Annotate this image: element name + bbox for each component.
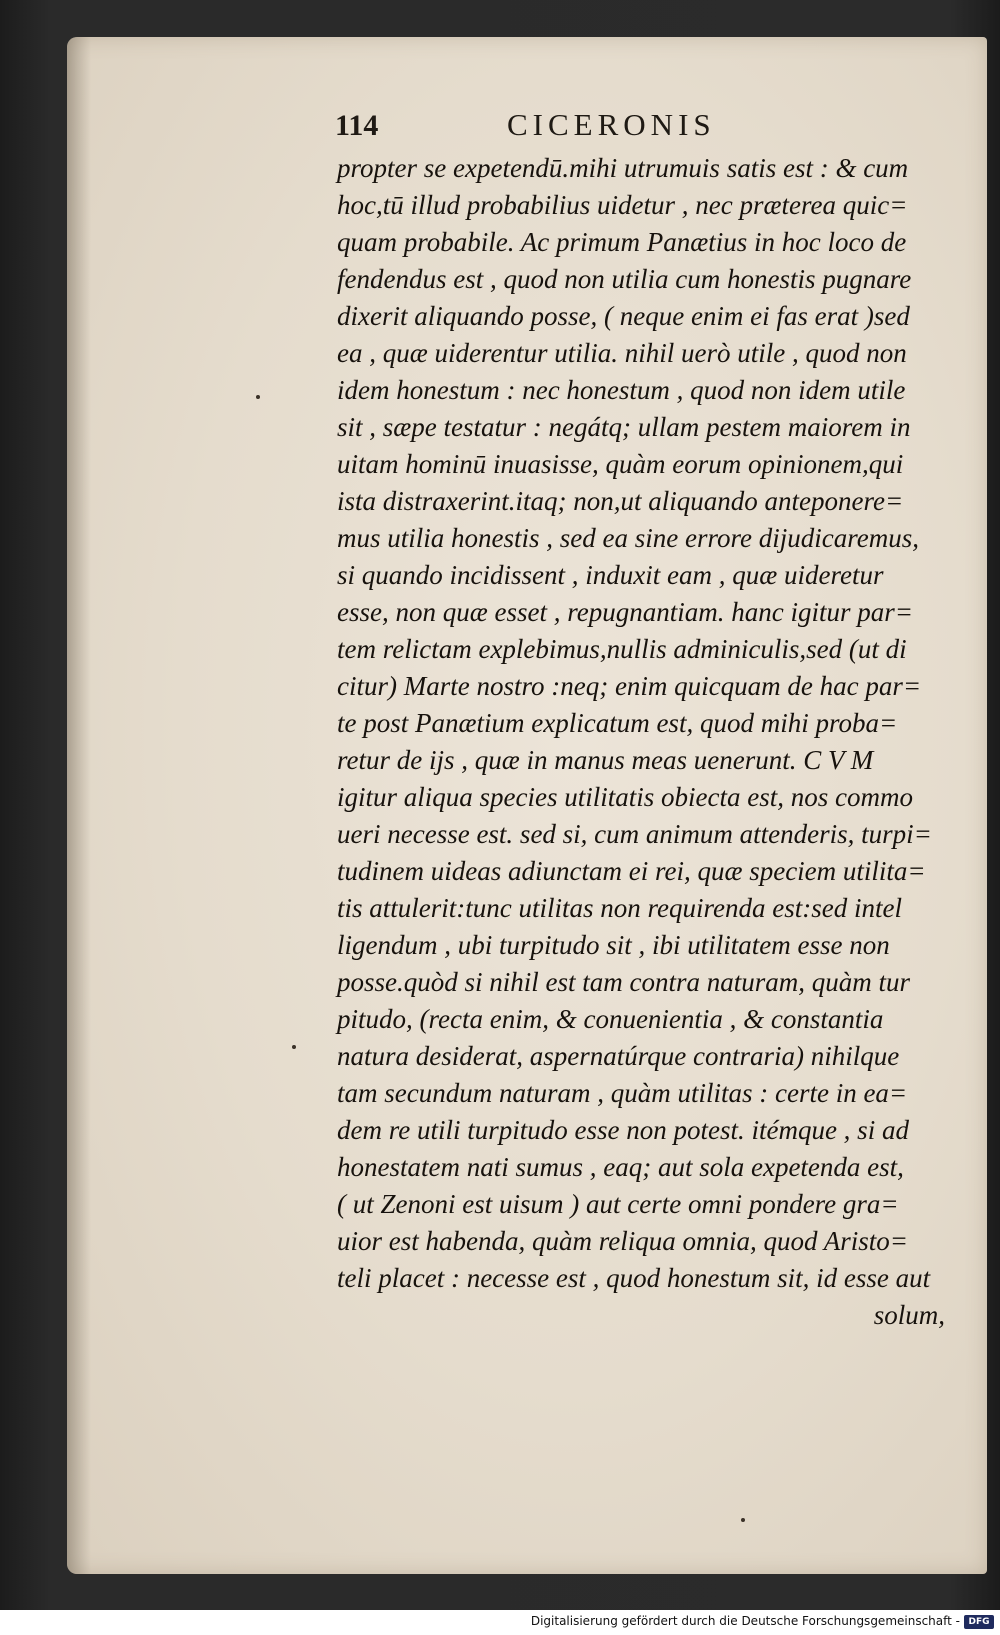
- text-line: propter se expetendū.mihi utrumuis satis est : & cum: [337, 153, 909, 183]
- funding-credit: Digitalisierung gefördert durch die Deutsche Forschungsgemeinschaft -: [530, 1614, 960, 1628]
- text-line: ista distraxerint.itaq; non,ut aliquando anteponere=: [337, 486, 904, 516]
- catchword: solum,: [873, 1300, 945, 1330]
- text-line: fendendus est , quod non utilia cum honestis pugnare: [337, 264, 912, 294]
- text-line: idem honestum : nec honestum , quod non idem utile: [337, 375, 906, 405]
- text-line: ea , quӕ uiderentur utilia. nihil uerò utile , quod non: [337, 338, 907, 368]
- text-line: uior est habenda, quàm reliqua omnia, quod Aristo=: [337, 1226, 908, 1256]
- body-text: [337, 150, 975, 1334]
- text-line: te post Panӕtium explicatum est, quod mihi proba=: [337, 708, 898, 738]
- text-line: quam probabile. Ac primum Panӕtius in hoc loco de: [337, 227, 907, 257]
- ink-speck: [256, 395, 260, 399]
- ink-speck: [741, 1518, 745, 1522]
- running-title: CICERONIS: [507, 107, 716, 142]
- ink-speck: [292, 1045, 296, 1049]
- text-line: pitudo, (recta enim, & conuenientia , & constantia: [337, 1004, 884, 1034]
- text-line: tudinem uideas adiunctam ei rei, quӕ speciem utilita=: [337, 856, 926, 886]
- page-gutter-shadow: [67, 37, 91, 1574]
- digitization-footer: [0, 1610, 1000, 1635]
- text-line: ( ut Zenoni est uisum ) aut certe omni pondere gra=: [337, 1189, 899, 1219]
- text-line: uitam hominū inuasisse, quàm eorum opinionem,qui: [337, 449, 904, 479]
- text-line: posse.quòd si nihil est tam contra naturam, quàm tur: [337, 967, 911, 997]
- text-line: sit , sӕpe testatur : negátq; ullam pestem maiorem in: [337, 412, 911, 442]
- text-line: dem re utili turpitudo esse non potest. itémque , si ad: [337, 1115, 909, 1145]
- page-number: 114: [335, 109, 379, 142]
- text-line: citur) Marte nostro :neq; enim quicquam de hac par=: [337, 671, 922, 701]
- text-line: retur de ijs , quӕ in manus meas uenerunt. C V M: [337, 745, 874, 775]
- text-line: ueri necesse est. sed si, cum animum attenderis, turpi=: [337, 819, 932, 849]
- text-line: honestatem nati sumus , eaq; aut sola expetenda est,: [337, 1152, 904, 1182]
- text-line: ligendum , ubi turpitudo sit , ibi utilitatem esse non: [337, 930, 890, 960]
- text-line: dixerit aliquando posse, ( neque enim ei fas erat )sed: [337, 301, 910, 331]
- dfg-logo: DFG: [964, 1615, 994, 1629]
- text-line: hoc,tū illud probabilius uidetur , nec prӕterea quic=: [337, 190, 908, 220]
- text-line: igitur aliqua species utilitatis obiecta est, nos commo: [337, 782, 913, 812]
- text-line: tis attulerit:tunc utilitas non requirenda est:sed intel: [337, 893, 902, 923]
- text-line: teli placet : necesse est , quod honestum sit, id esse aut: [337, 1263, 931, 1293]
- page-header: [335, 103, 755, 153]
- text-line: esse, non quӕ esset , repugnantiam. hanc igitur par=: [337, 597, 913, 627]
- text-line: natura desiderat, aspernatúrque contraria) nihilque: [337, 1041, 900, 1071]
- text-line: si quando incidissent , induxit eam , quӕ uideretur: [337, 560, 884, 590]
- text-line: tam secundum naturam , quàm utilitas : certe in ea=: [337, 1078, 908, 1108]
- text-line: tem relictam explebimus,nullis adminiculis,sed (ut di: [337, 634, 907, 664]
- text-line: mus utilia honestis , sed ea sine errore dijudicaremus,: [337, 523, 919, 553]
